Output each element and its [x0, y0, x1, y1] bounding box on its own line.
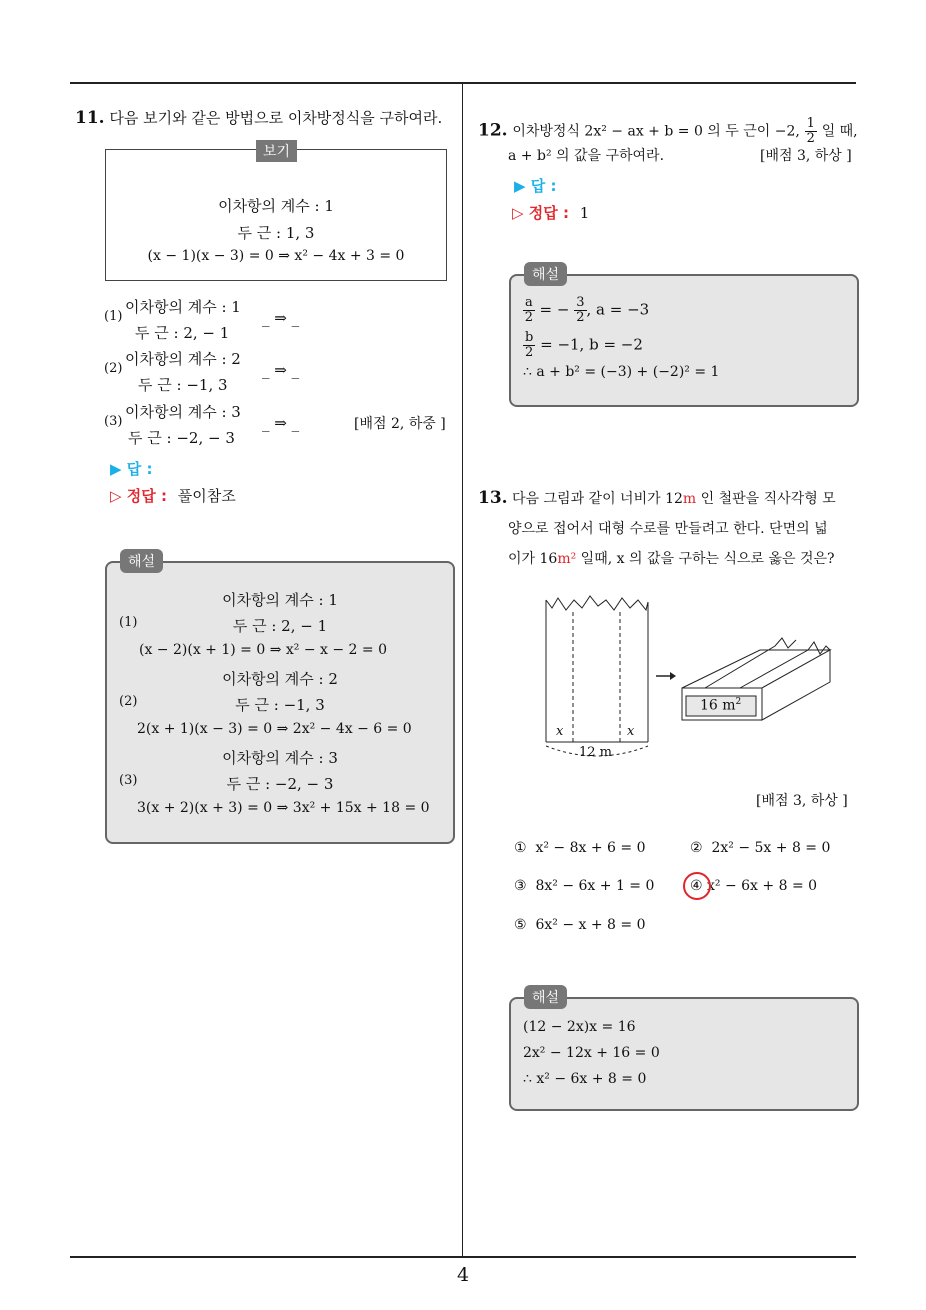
- answer-circle-mark: [683, 872, 711, 900]
- solution-line: $\frac{b}{2}$ = −1, b = −2: [525, 330, 643, 360]
- item-line2: 두 근 : −1, 3: [138, 376, 228, 394]
- item-line2: 두 근 : 2, − 1: [135, 324, 230, 342]
- question-11: [75, 103, 455, 133]
- choice-1[interactable]: ① x² − 8x + 6 = 0: [514, 840, 646, 856]
- item-line1: 이차항의 계수 : 1: [125, 298, 241, 316]
- solution-line: 2(x + 1)(x − 3) = 0 ⇒ 2x² − 4x − 6 = 0: [137, 721, 412, 737]
- choice-3[interactable]: ③ 8x² − 6x + 1 = 0: [514, 878, 655, 894]
- question-13: 13. 다음 그림과 같이 너비가 12m 인 철판을 직사각형 모 양으로 접어서 대형 수로를 만들려고 한다. 단면의 넓 이가 16m² 일때, x 의 값을 구하는 식으로 옳은 것은?: [478, 488, 836, 567]
- figure-area-label: 16 $m^2$: [700, 697, 742, 714]
- page-number: 4: [456, 1264, 470, 1286]
- item-arrow: _ ⇒ _: [262, 361, 300, 379]
- solution-line: 3(x + 2)(x + 3) = 0 ⇒ 3x² + 15x + 18 = 0: [137, 800, 430, 816]
- example-line: 두 근 : 1, 3: [237, 224, 315, 242]
- solution-tag: 해설: [120, 549, 163, 573]
- correct-answer: [110, 485, 236, 506]
- solution-box: [509, 997, 859, 1111]
- choice-4[interactable]: ④ x² − 6x + 8 = 0: [690, 878, 818, 894]
- question-text: 일 때,: [821, 123, 858, 140]
- solution-line: ∴ a + b² = (−3) + (−2)² = 1: [523, 364, 720, 380]
- item-line1: 이차항의 계수 : 2: [125, 350, 241, 368]
- bottom-rule: [70, 1256, 856, 1258]
- top-rule: [70, 82, 856, 84]
- solution-line: ∴ x² − 6x + 8 = 0: [523, 1071, 647, 1087]
- item-arrow: _ ⇒ _: [262, 414, 300, 432]
- item-line2: 두 근 : −2, − 3: [128, 429, 235, 447]
- correct-label: ▷ 정답 :: [512, 204, 569, 222]
- column-divider: [462, 82, 463, 1257]
- example-box: [105, 149, 447, 281]
- solution-box: [105, 561, 455, 844]
- solution-line: 2x² − 12x + 16 = 0: [523, 1045, 660, 1061]
- solution-line: (12 − 2x)x = 16: [523, 1019, 636, 1035]
- solution-line: 이차항의 계수 : 3: [222, 749, 338, 767]
- solution-line: 두 근 : 2, − 1: [232, 617, 328, 635]
- question-number: 11.: [75, 108, 105, 128]
- figure-width-label: 12 m: [579, 745, 613, 760]
- solution-label: (2): [119, 694, 138, 709]
- correct-value: 1: [579, 204, 590, 222]
- solution-label: (1): [119, 615, 138, 630]
- score: [배점 2, 하중 ]: [354, 416, 446, 432]
- score: [배점 3, 하상 ]: [760, 148, 852, 164]
- example-line: 이차항의 계수 : 1: [218, 197, 334, 215]
- solution-line: (x − 2)(x + 1) = 0 ⇒ x² − x − 2 = 0: [139, 642, 387, 658]
- question-text: 다음 보기와 같은 방법으로 이차방정식을 구하여라.: [109, 109, 443, 127]
- solution-line: $\frac{a}{2}$ = − $\frac{3}{2}$ , a = −3: [524, 295, 650, 325]
- item-label: (2): [104, 361, 123, 376]
- answer-label: ▶ 답 :: [110, 460, 153, 478]
- solution-label: (3): [119, 773, 138, 788]
- question-12: [478, 117, 858, 146]
- question-text: a + b² 의 값을 구하여라.: [508, 148, 665, 164]
- example-tag: 보기: [256, 140, 297, 162]
- solution-line: 이차항의 계수 : 1: [222, 591, 338, 609]
- item-arrow: _ ⇒ _: [262, 309, 300, 327]
- fraction: $\frac{1}{2}$: [806, 116, 815, 146]
- solution-line: 두 근 : −1, 3: [235, 696, 325, 714]
- item-label: (3): [104, 414, 123, 429]
- question-number: 13.: [478, 488, 508, 508]
- solution-tag: 해설: [524, 262, 567, 286]
- correct-answer: [512, 202, 589, 223]
- solution-tag: 해설: [524, 985, 567, 1009]
- channel-figure: [530, 590, 850, 770]
- figure-x-label: x: [556, 724, 564, 739]
- item-label: (1): [104, 309, 123, 324]
- score: [배점 3, 하상 ]: [756, 793, 848, 809]
- figure-x-label: x: [627, 724, 635, 739]
- answer-label: ▶ 답 :: [514, 177, 557, 195]
- example-line: (x − 1)(x − 3) = 0 ⇒ x² − 4x + 3 = 0: [147, 248, 405, 264]
- question-number: 12.: [478, 120, 508, 141]
- correct-value: 풀이참조: [177, 487, 236, 505]
- correct-label: ▷ 정답 :: [110, 487, 167, 505]
- choice-2[interactable]: ② 2x² − 5x + 8 = 0: [690, 840, 831, 856]
- solution-line: 이차항의 계수 : 2: [222, 670, 338, 688]
- solution-box: [509, 274, 859, 407]
- choice-5[interactable]: ⑤ 6x² − x + 8 = 0: [514, 917, 646, 933]
- question-text: 이차방정식 2x² − ax + b = 0 의 두 근이 −2,: [512, 123, 800, 140]
- solution-line: 두 근 : −2, − 3: [226, 775, 334, 793]
- item-line1: 이차항의 계수 : 3: [125, 403, 241, 421]
